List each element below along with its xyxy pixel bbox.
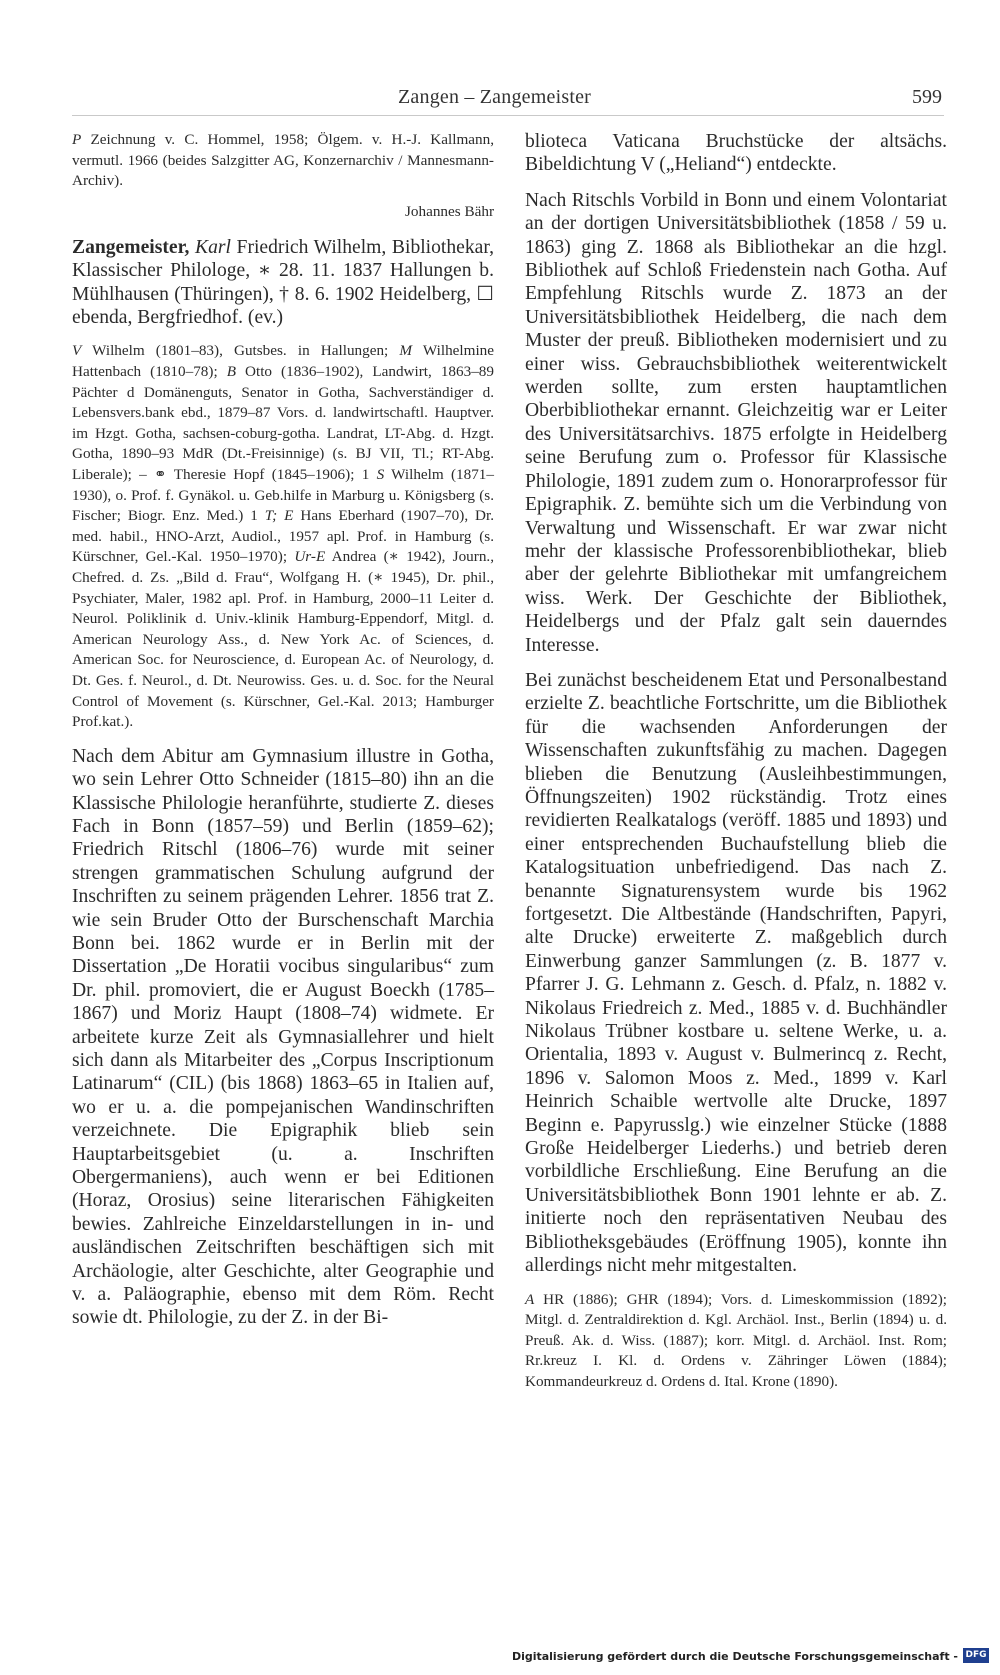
digitization-credit: Digitalisierung gefördert durch die Deutsche Forschungsgemeinschaft -	[511, 1650, 958, 1663]
entry-heading-rest: Friedrich Wilhelm, Bibliothekar, Klassischer Philologe, ∗ 28. 11. 1837 Hallungen b. Mühlhausen (Thüringen), † 8. 6. 1902 Heidelberg, ☐ ebenda, Bergfriedhof. (ev.)	[72, 236, 494, 328]
biography-paragraph-2: Nach Ritschls Vorbild in Bonn und einem Volontariat an der dortigen Universitätsbibliothek (1858 / 59 u. 1863) ging Z. 1868 als Bibliothekar an die hzgl. Bibliothek auf Schloß Friedenstein nach Gotha. Auf Empfehlung Ritschls wurde Z. 1873 an der Universitätsbibliothek Heidelberg, die nach dem Muster der preuß. Bibliotheken modernisiert und zu einer wiss. Gebrauchsbibliothek weiterentwickelt werden sollte, zum ersten hauptamtlichen Oberbibliothekar ernannt. Gleichzeitig war er Leiter des Universitätsarchivs. 1875 erfolgte in Heidelberg seine Berufung zum o. Professor für Klassische Philologie, 1891 zudem zum o. Honorarprofessor für Epigraphik. Z. bemühte sich um die Verbindung von Verwaltung und Wissenschaft. Er war zwar nicht mehr der klassische Professorenbibliothekar, blieb aber der gelehrte Bibliothekar mit umfangreichem wiss. Werk. Der Geschichte der Bibliothek, Heidelbergs und der Pfalz galt sein dauerndes Interesse.	[525, 189, 947, 656]
genealogy-label-ur-e: Ur-E	[294, 548, 326, 566]
entry-surname: Zangemeister,	[72, 236, 190, 258]
previous-entry-portrait-note	[72, 130, 494, 192]
genealogy-text-v: Wilhelm (1801–83), Gutsbes. in Hallungen;	[81, 342, 400, 360]
portrait-text: Zeichnung v. C. Hommel, 1958; Ölgem. v. H.-J. Kallmann, vermutl. 1966 (beides Salzgitter AG, Konzernarchiv / Mannesmann-Archiv).	[72, 131, 494, 190]
genealogy-label-m: M	[399, 342, 413, 360]
biography-paragraph-3: Bei zunächst bescheidenem Etat und Personalbestand erzielte Z. beachtliche Fortschritte, um die Bibliothek für die wachsenden Anforderungen der Wissenschaften zukunftsfähig zu machen. Dagegen blieben die Benutzung (Ausleihbestimmungen, Öffnungszeiten) 1902 rückständig. Trotz eines revidierten Realkatalogs (veröff. 1885 und 1893) und einer entsprechenden Buchaufstellung blieb die Katalogsituation unbefriedigend. Das nach Z. benannte Signaturensystem wurde bis 1962 fortgesetzt. Die Altbestände (Handschriften, Papyri, alte Drucke) erweiterte Z. maßgeblich durch Einwerbung ganzer Sammlungen (z. B. 1877 v. Pfarrer J. G. Lehmann z. Gesch. d. Pfalz, n. 1882 v. Nikolaus Friedreich z. Med., 1885 v. d. Buchhändler Nikolaus Trübner kostbare u. seltene Werke, u. a. Orientalia, 1893 v. August v. Bulmerincq z. Recht, 1896 v. Salomon Moos z. Med., 1899 v. Karl Heinrich Schaible wertvolle alte Drucke, 1897 Beginn e. Papyrusslg.) wie einzelner Stücke (1888 Große Heidelberger Liederhs.) und betrieb deren vorbildliche Erschließung. Eine Berufung an die Universitätsbibliothek Bonn 1901 lehnte er ab. Z. initierte noch den repräsentativen Neubau des Bibliotheksgebäudes (Eröffnung 1905), konnte ihn allerdings nicht mehr mitgestalten.	[525, 669, 947, 1277]
genealogy-text-s: Wilhelm (1871–1930), o. Prof. f. Gynäkol. u. Geb.hilfe in Marburg u. Königsberg (s. Fischer; Biogr. Enz. Med.) 1	[72, 465, 494, 525]
genealogy-label-t: T;	[264, 507, 278, 525]
genealogy-label-b: B	[226, 363, 236, 380]
biography-paragraph-continued: blioteca Vaticana Bruchstücke der altsächs. Bibeldichtung V („Heliand“) entdeckte.	[525, 131, 947, 176]
previous-entry-author: Johannes Bähr	[405, 202, 494, 220]
dfg-logo: DFG	[963, 1648, 989, 1663]
genealogy-block	[72, 341, 494, 732]
honors-block	[525, 1290, 947, 1393]
left-column	[72, 130, 494, 1330]
right-column	[525, 130, 947, 1392]
entry-given-name: Karl	[195, 236, 231, 258]
genealogy-text-m: Wilhelmine Hattenbach (1810–78);	[72, 342, 495, 380]
honors-text: HR (1886); GHR (1894); Vors. d. Limeskommission (1892); Mitgl. d. Zentraldirektion d. Kgl. Archäol. Inst., Berlin (1894) u. d. Preuß. Ak. d. Wiss. (1887); korr. Mitgl. d. Archäol. Inst. Rom; Rr.kreuz I. Kl. d. Ordens v. Zähringer Löwen (1884); Kommandeurkreuz d. Ordens d. Ital. Krone (1890).	[525, 1290, 947, 1390]
genealogy-text-e: Hans Eberhard (1907–70), Dr. med. habil., HNO-Arzt, Audiol., 1957 apl. Prof. in Hamburg (s. Kürschner, Gel.-Kal. 1950–1970);	[72, 507, 495, 566]
genealogy-text-ur-e: Andrea (∗ 1942), Journ., Chefred. d. Zs. „Bild d. Frau“, Wolfgang H. (∗ 1945), Dr. phil., Psychiater, Maler, 1982 apl. Prof. in Hamburg, 2000–11 Leiter d. Neurol. Poliklinik d. Univ.-klinik Hamburg-Eppendorf, Mitgl. d. American Neurology Ass., d. New York Ac. of Sciences, d. American Soc. for Neuroscience, d. European Ac. of Neurology, d. Dt. Ges. f. Neurol., d. Dt. Neurowiss. Ges. u. d. Soc. for the Neural Control of Movement (s. Kürschner, Gel.-Kal. 2013; Hamburger Prof.kat.).	[72, 548, 495, 731]
running-head: Zangen – Zangemeister	[398, 86, 592, 108]
entry-heading	[72, 236, 494, 330]
genealogy-label-e: E	[284, 507, 294, 525]
portrait-label: P	[72, 131, 82, 148]
honors-label: A	[525, 1290, 535, 1308]
genealogy-label-v: V	[72, 342, 82, 360]
biography-paragraph-1: Nach dem Abitur am Gymnasium illustre in Gotha, wo sein Lehrer Otto Schneider (1815–80) ihn an die Klassische Philologie heranführte, studierte Z. dieses Fach in Bonn (1857–59) und Berlin (1859–62); Friedrich Ritschl (1806–76) wurde mit seiner strengen grammatischen Schulung aufgrund der Inschriften zu seinem prägenden Lehrer. 1856 trat Z. wie sein Bruder Otto der Burschenschaft Marchia Bonn bei. 1862 wurde er in Berlin mit der Dissertation „De Horatii vocibus singularibus“ zum Dr. phil. promoviert, die er August Boeckh (1785–1867) und Moriz Haupt (1808–74) widmete. Er arbeitete kurze Zeit als Gymnasiallehrer und hielt sich dann als Mitarbeiter des „Corpus Inscriptionum Latinarum“ (CIL) (bis 1868) 1863–65 in Italien auf, wo er u. a. die pompejanischen Wandinschriften verzeichnete. Die Epigraphik blieb sein Hauptarbeitsgebiet (u. a. Inschriften Obergermaniens), auch wenn er bei Editionen (Horaz, Orosius) seine literarischen Fähigkeiten bewies. Zahlreiche Einzeldarstellungen in in- und ausländischen Zeitschriften beschäftigen sich mit Archäologie, alter Geschichte, alter Geographie und v. a. Paläographie, ebenso mit dem Röm. Recht sowie dt. Philologie, zu der Z. in der Bi-	[72, 745, 494, 1329]
genealogy-text-b: Otto (1836–1902), Landwirt, 1863–89 Pächter d Domänenguts, Senator in Gotha, Sachverständiger d. Lebensvers.bank ebd., 1879–87 Vors. d. landwirtschaftl. Hauptver. im Hzgt. Gotha, sachsen-coburg-gotha. Landrat, LT-Abg. d. Hzgt. Gotha, 1890–93 MdR (Dt.-Freisinnige) (s. BJ VII, Tl.; RT-Abg. Liberale); – ⚭ Theresie Hopf (1845–1906); 1	[72, 363, 494, 483]
header-divider	[72, 115, 944, 116]
genealogy-label-s: S	[376, 465, 385, 483]
page-number: 599	[912, 86, 942, 108]
